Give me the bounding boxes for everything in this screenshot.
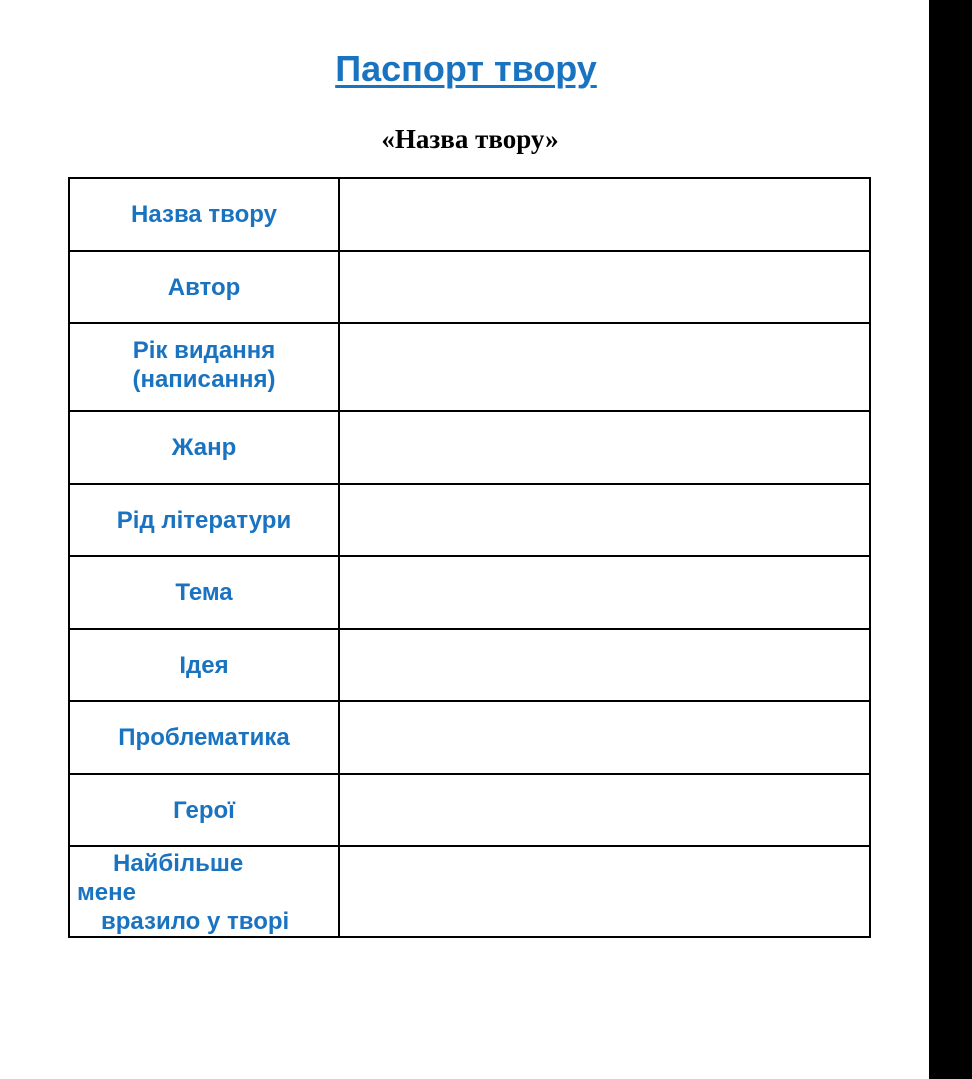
row-label-theme: Тема bbox=[69, 556, 339, 629]
page-title: Паспорт твору bbox=[335, 48, 597, 89]
row-label-year-line1: Рік видання bbox=[132, 337, 276, 364]
row-value-idea[interactable] bbox=[339, 629, 870, 701]
table-row bbox=[69, 323, 870, 411]
row-value-year[interactable] bbox=[339, 323, 870, 411]
passport-table bbox=[68, 177, 871, 938]
row-label-literary-kind: Рід літератури bbox=[69, 484, 339, 556]
row-value-genre[interactable] bbox=[339, 411, 870, 484]
row-value-literary-kind[interactable] bbox=[339, 484, 870, 556]
row-value-title[interactable] bbox=[339, 178, 870, 251]
row-label-impressions-line2: мене bbox=[77, 879, 136, 906]
row-label-impressions-line1: Найбільше bbox=[113, 850, 244, 877]
table-row bbox=[69, 556, 870, 629]
row-label-year bbox=[69, 323, 339, 411]
row-value-problematics[interactable] bbox=[339, 701, 870, 774]
table-row bbox=[69, 846, 870, 937]
table-row bbox=[69, 484, 870, 556]
table-row bbox=[69, 629, 870, 701]
work-title-placeholder: «Назва твору» bbox=[381, 124, 559, 154]
row-value-author[interactable] bbox=[339, 251, 870, 323]
table-row bbox=[69, 411, 870, 484]
row-label-problematics: Проблематика bbox=[69, 701, 339, 774]
table-row bbox=[69, 774, 870, 846]
table-row bbox=[69, 701, 870, 774]
table-row bbox=[69, 251, 870, 323]
right-edge-bar bbox=[929, 0, 972, 1079]
row-label-title: Назва твору bbox=[69, 178, 339, 251]
row-label-impressions-line3: вразило у творі bbox=[101, 908, 290, 935]
table-row bbox=[69, 178, 870, 251]
row-value-theme[interactable] bbox=[339, 556, 870, 629]
row-label-idea: Ідея bbox=[69, 629, 339, 701]
row-label-impressions bbox=[69, 846, 339, 937]
row-label-author: Автор bbox=[69, 251, 339, 323]
row-label-characters: Герої bbox=[69, 774, 339, 846]
row-value-impressions[interactable] bbox=[339, 846, 870, 937]
row-label-genre: Жанр bbox=[69, 411, 339, 484]
row-value-characters[interactable] bbox=[339, 774, 870, 846]
row-label-year-line2: (написання) bbox=[132, 366, 276, 393]
